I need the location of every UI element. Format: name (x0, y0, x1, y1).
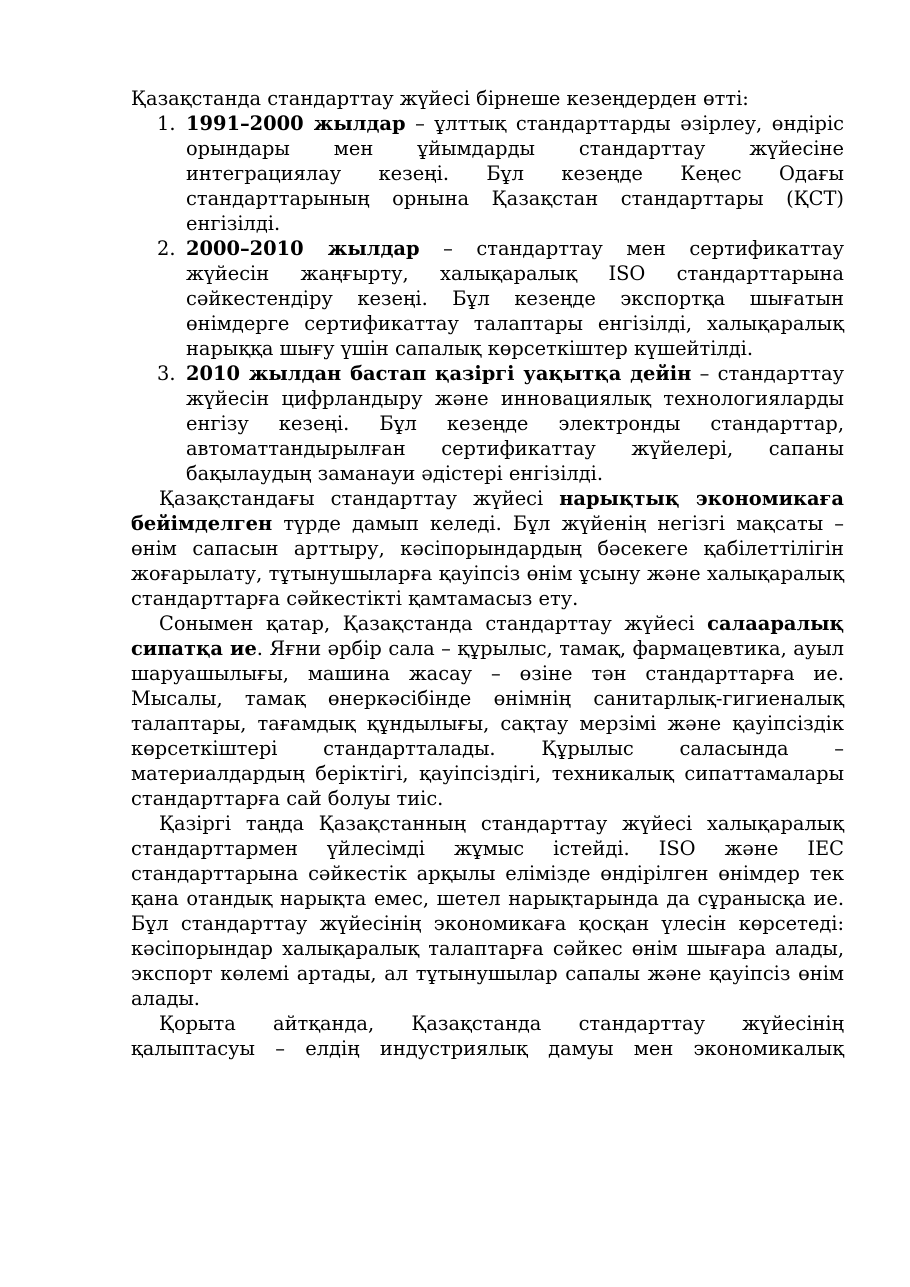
list-item-text: – стандарттау мен сертификаттау жүйесін жаңғырту, халықаралық ISO стандарттарына сәйкестендіру кезеңі. Бұл кезеңде экспортқа шығатын өнімдерге сертификаттау талаптары енгізілді, халықаралық нарыққа шығу үшін сапалық көрсеткіштер күшейтілді. (186, 237, 844, 360)
paragraph-market-economy (131, 486, 844, 611)
paragraph-emphasis: нарықтық экономикаға бейімделген (131, 487, 844, 535)
paragraph-international-standards: Қазіргі таңда Қазақстанның стандарттау жүйесі халықаралық стандарттармен үйлесімді жұмыс істейді. ISO және IEC стандарттарына сәйкестік арқылы елімізде өндірілген өнімдер тек қана отандық нарықта емес, шетел нарықтарында да сұранысқа ие. Бұл стандарттау жүйесінің экономикаға қосқан үлесін көрсетеді: кәсіпорындар халықаралық талаптарға сәйкес өнім шығара алады, экспорт көлемі артады, ал тұтынушылар сапалы және қауіпсіз өнім алады. (131, 812, 844, 1010)
paragraph-intersectoral (131, 611, 844, 811)
list-item-title: 2000–2010 жылдар (186, 237, 420, 260)
paragraph-text: Қазақстандағы стандарттау жүйесі (159, 487, 560, 510)
paragraph-text: Сонымен қатар, Қазақстанда стандарттау жүйесі (159, 612, 708, 635)
list-item (157, 361, 845, 486)
list-item-title: 2010 жылдан бастап қазіргі уақытқа дейін (186, 362, 692, 385)
list-item-text: – ұлттық стандарттарды әзірлеу, өндіріс орындары мен ұйымдарды стандарттау жүйесіне интеграциялау кезеңі. Бұл кезеңде Кеңес Одағы стандарттарының орнына Қазақстан стандарттары (ҚСТ) енгізілді. (186, 112, 845, 235)
list-item-number: 1. (157, 112, 176, 135)
paragraph-text: түрде дамып келеді. Бұл жүйенің негізгі мақсаты – өнім сапасын арттыру, кәсіпорындардың бәсекеге қабілеттілігін жоғарылату, тұтынушыларға қауіпсіз өнім ұсыну және халықаралық стандарттарға сәйкестікті қамтамасыз ету. (131, 512, 844, 610)
intro-sentence: Қазақстанда стандарттау жүйесі бірнеше кезеңдерден өтті: (131, 87, 749, 110)
list-item-text: – стандарттау жүйесін цифрландыру және инновациялық технологияларды енгізу кезеңі. Бұл кезеңде электронды стандарттар, автоматтандырылған сертификаттау жүйелері, сапаны бақылаудың заманауи әдістері енгізілді. (186, 362, 845, 485)
paragraph-conclusion: Қорыта айтқанда, Қазақстанда стандарттау жүйесінің қалыптасуы – елдің индустриялық дамуы мен экономикалық (131, 1012, 844, 1060)
list-item-number: 2. (157, 237, 176, 260)
list-item (157, 236, 844, 361)
list-item (157, 111, 845, 236)
paragraph-text: . Яғни әрбір сала – құрылыс, тамақ, фармацевтика, ауыл шаруашылығы, машина жасау – өзіне тән стандарттарға ие. Мысалы, тамақ өнеркәсібінде өнімнің санитарлық-гигиеналық талаптары, тағамдық құндылығы, сақтау мерзімі және қауіпсіздік көрсеткіштері стандартталады. Құрылыс саласында – материалдардың беріктігі, қауіпсіздігі, техникалық сипаттамалары стандарттарға сай болуы тиіс. (131, 637, 844, 810)
paragraph-emphasis: салааралық сипатқа ие (131, 612, 844, 660)
periods-list (131, 111, 844, 486)
document-page (131, 86, 844, 1061)
list-item-title: 1991–2000 жылдар (186, 112, 406, 135)
list-item-number: 3. (157, 362, 176, 385)
